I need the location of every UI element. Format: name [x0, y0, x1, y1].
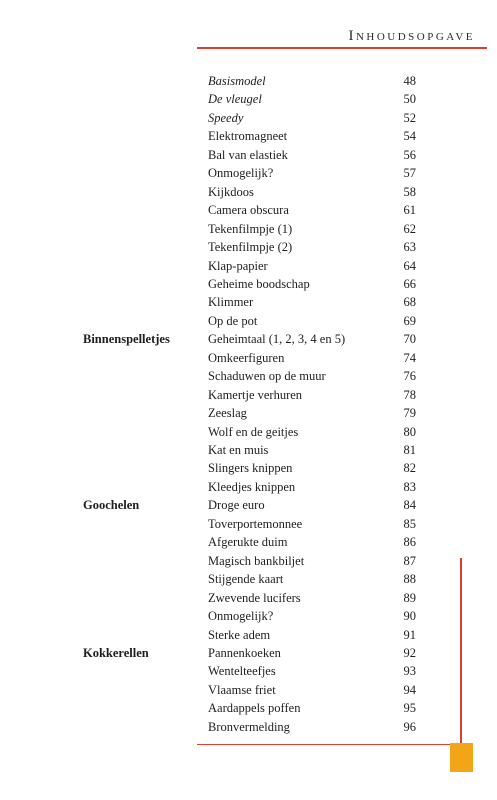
toc-row — [0, 109, 497, 127]
toc-entry-title: Camera obscura — [208, 203, 289, 218]
toc-row — [0, 367, 497, 385]
toc-page-number: 74 — [403, 350, 416, 365]
toc-row — [0, 238, 497, 256]
toc-page-number: 82 — [403, 461, 416, 476]
toc-section-label: Kokkerellen — [83, 645, 149, 660]
toc-page-number: 86 — [403, 535, 416, 550]
toc-row — [0, 441, 497, 459]
bottom-accent-rule — [197, 744, 462, 745]
toc-row — [0, 718, 497, 736]
toc-entry-title: Onmogelijk? — [208, 166, 274, 181]
toc-entry-title: Slingers knippen — [208, 461, 293, 476]
toc-page-number: 92 — [403, 645, 416, 660]
toc-entry-title: Afgerukte duim — [208, 535, 288, 550]
toc-page-number: 91 — [403, 627, 416, 642]
toc-page-number: 66 — [403, 276, 416, 291]
toc-entry-title: Vlaamse friet — [208, 682, 276, 697]
toc-entry-title: Elektromagneet — [208, 129, 288, 144]
toc-entry-title: Wentelteefjes — [208, 664, 276, 679]
toc-page-number: 48 — [403, 74, 416, 88]
toc-row — [0, 552, 497, 570]
toc-page-number: 57 — [403, 166, 416, 181]
toc-entry-title: Speedy — [208, 110, 244, 125]
toc-entry-title: Droge euro — [208, 498, 265, 513]
toc-page-number: 50 — [403, 92, 416, 107]
toc-entry-title: Zeeslag — [208, 406, 247, 421]
toc-entry-title: Kleedjes knippen — [208, 479, 296, 494]
toc-row — [0, 459, 497, 477]
header-rule — [197, 47, 487, 49]
toc-entry-title: Kamertje verhuren — [208, 387, 303, 402]
page-title: Inhoudsopgave — [348, 28, 475, 44]
corner-accent-square — [450, 743, 473, 772]
toc-page-number: 54 — [403, 129, 416, 144]
toc-row — [0, 146, 497, 164]
toc-row — [0, 662, 497, 680]
toc-row — [0, 699, 497, 717]
toc-entry-title: Geheime boodschap — [208, 276, 310, 291]
toc-entry-title: Stijgende kaart — [208, 572, 284, 587]
toc-entry-title: Omkeerfiguren — [208, 350, 285, 365]
toc-entry-title: De vleugel — [208, 92, 262, 107]
toc-page-number: 62 — [403, 221, 416, 236]
toc-row — [0, 644, 497, 662]
toc-page-number: 56 — [403, 147, 416, 162]
toc-entry-title: Tekenfilmpje (1) — [208, 221, 293, 236]
toc-row — [0, 349, 497, 367]
toc-page-number: 84 — [403, 498, 416, 513]
toc-row — [0, 386, 497, 404]
toc-page-number: 87 — [403, 553, 416, 568]
toc-entry-title: Kijkdoos — [208, 184, 254, 199]
toc-page-number: 88 — [403, 572, 416, 587]
toc-section-label: Goochelen — [83, 498, 140, 513]
toc-page-number: 93 — [403, 664, 416, 679]
toc-page-number: 80 — [403, 424, 416, 439]
toc-row — [0, 312, 497, 330]
toc-entry-title: Magisch bankbiljet — [208, 553, 305, 568]
toc-entry-title: Klimmer — [208, 295, 254, 310]
side-accent-rule — [460, 558, 462, 758]
toc-page-number: 61 — [403, 203, 416, 218]
toc-row — [0, 570, 497, 588]
toc-row — [0, 293, 497, 311]
toc-row — [0, 626, 497, 644]
toc-page-number: 78 — [403, 387, 416, 402]
toc-row — [0, 72, 497, 90]
toc-entry-title: Kat en muis — [208, 443, 269, 457]
toc-page-number: 76 — [403, 369, 416, 384]
toc-page-number: 85 — [403, 516, 416, 531]
toc-page-number: 79 — [403, 406, 416, 421]
toc-entry-title: Wolf en de geitjes — [208, 424, 299, 439]
toc-page-number: 83 — [403, 479, 416, 494]
toc-row — [0, 589, 497, 607]
toc-row — [0, 607, 497, 625]
toc-page-number: 81 — [403, 443, 416, 457]
toc-row — [0, 681, 497, 699]
toc-page-number: 63 — [403, 240, 416, 255]
toc-entry-title: Basismodel — [208, 74, 266, 88]
toc-page-number: 95 — [403, 701, 416, 716]
toc-row — [0, 127, 497, 145]
toc-row — [0, 201, 497, 219]
toc-row — [0, 330, 497, 348]
toc-row — [0, 183, 497, 201]
toc-page-number: 68 — [403, 295, 416, 310]
toc-row — [0, 275, 497, 293]
toc-section-label: Binnenspelletjes — [83, 332, 170, 347]
toc-page-number: 64 — [403, 258, 416, 273]
toc-row — [0, 257, 497, 275]
toc-page-number: 90 — [403, 609, 416, 624]
toc-entry-title: Pannenkoeken — [208, 645, 281, 660]
toc-entry-title: Schaduwen op de muur — [208, 369, 326, 384]
toc-page-number: 70 — [403, 332, 416, 347]
toc-entry-title: Bronvermelding — [208, 719, 290, 734]
toc-row — [0, 423, 497, 441]
toc-row — [0, 515, 497, 533]
toc-entry-title: Onmogelijk? — [208, 609, 274, 624]
toc-page-number: 58 — [403, 184, 416, 199]
toc-entry-title: Sterke adem — [208, 627, 271, 642]
toc-entry-title: Tekenfilmpje (2) — [208, 240, 293, 255]
toc-page-number: 52 — [403, 110, 416, 125]
toc-page-number: 69 — [403, 313, 416, 328]
toc-entry-title: Op de pot — [208, 313, 258, 328]
toc-entry-title: Klap-papier — [208, 258, 268, 273]
toc-row — [0, 404, 497, 422]
toc-row — [0, 220, 497, 238]
toc-entry-title: Toverportemonnee — [208, 516, 303, 531]
toc-row — [0, 90, 497, 108]
toc-entry-title: Zwevende lucifers — [208, 590, 301, 605]
toc-row — [0, 496, 497, 514]
toc-entry-title: Bal van elastiek — [208, 147, 288, 162]
toc-page-number: 94 — [403, 682, 416, 697]
toc-entry-title: Geheimtaal (1, 2, 3, 4 en 5) — [208, 332, 346, 347]
toc-row — [0, 533, 497, 551]
toc-page-number: 96 — [403, 719, 416, 734]
toc-row — [0, 478, 497, 496]
toc-row — [0, 164, 497, 182]
toc-page-number: 89 — [403, 590, 416, 605]
toc-entry-title: Aardappels poffen — [208, 701, 301, 716]
